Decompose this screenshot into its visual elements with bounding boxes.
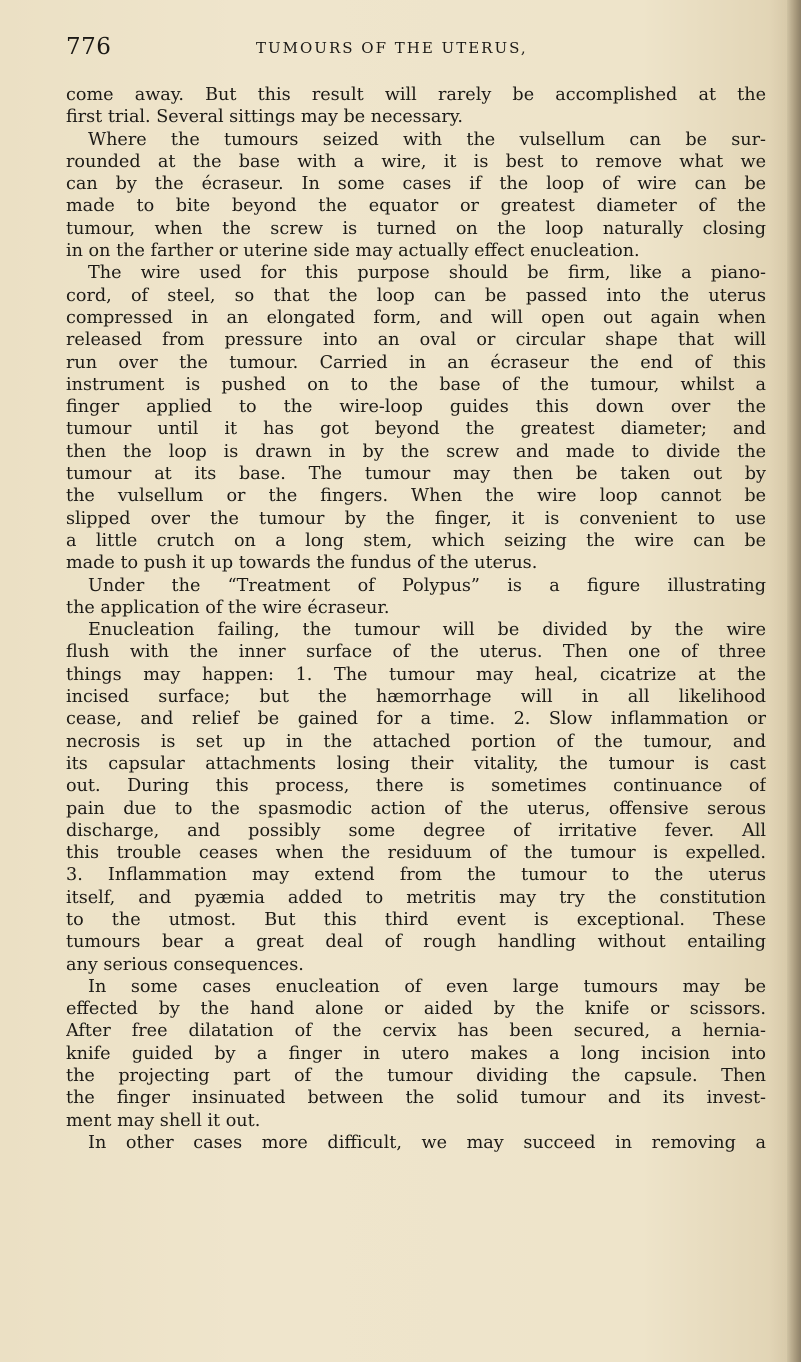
text-line: rounded at the base with a wire, it is best to remove what we xyxy=(66,151,766,172)
page-number: 776 xyxy=(66,34,112,60)
text-line: tumour, when the screw is turned on the loop naturally closing xyxy=(66,218,766,239)
text-line: Under the “Treatment of Polypus” is a figure illustrating xyxy=(88,575,766,596)
text-line: made to bite beyond the equator or greatest diameter of the xyxy=(66,196,766,217)
text-line: its capsular attachments losing their vitality, the tumour is cast xyxy=(66,753,766,774)
text-line: incised surface; but the hæmorrhage will in all likelihood xyxy=(66,687,766,708)
text-line: the finger insinuated between the solid tumour and its invest- xyxy=(66,1088,766,1109)
text-line: tumour at its base. The tumour may then be taken out by xyxy=(66,464,766,485)
text-line: knife guided by a finger in utero makes a long incision into xyxy=(66,1043,766,1064)
text-line: effected by the hand alone or aided by the knife or scissors. xyxy=(66,999,766,1020)
text-line: run over the tumour. Carried in an écraseur the end of this xyxy=(66,352,766,373)
text-line: compressed in an elongated form, and will open out again when xyxy=(66,307,766,328)
text-line: this trouble ceases when the residuum of the tumour is expelled. xyxy=(66,843,766,864)
text-line: finger applied to the wire-loop guides this down over the xyxy=(66,397,766,418)
text-line: out. During this process, there is sometimes continuance of xyxy=(66,776,766,797)
text-line: in on the farther or uterine side may actually effect enucleation. xyxy=(66,241,640,262)
text-line: released from pressure into an oval or circular shape that will xyxy=(66,330,766,351)
text-line: things may happen: 1. The tumour may heal, cicatrize at the xyxy=(66,664,766,685)
text-line: Enucleation failing, the tumour will be divided by the wire xyxy=(88,620,766,641)
text-line: slipped over the tumour by the finger, it is convenient to use xyxy=(66,508,766,529)
text-line: to the utmost. But this third event is exceptional. These xyxy=(66,909,766,930)
text-line: In some cases enucleation of even large tumours may be xyxy=(88,976,766,997)
text-line: tumours bear a great deal of rough handling without entailing xyxy=(66,932,766,953)
text-line: any serious consequences. xyxy=(66,954,304,975)
text-line: 3. Inflammation may extend from the tumour to the uterus xyxy=(66,865,766,886)
text-line: can by the écraseur. In some cases if the loop of wire can be xyxy=(66,174,766,195)
page-edge-shadow xyxy=(787,0,801,1362)
text-line: come away. But this result will rarely be accomplished at the xyxy=(66,85,766,105)
text-line: then the loop is drawn in by the screw and made to divide the xyxy=(66,441,766,462)
text-line: the application of the wire écraseur. xyxy=(66,597,390,618)
text-line: the vulsellum or the fingers. When the wire loop cannot be xyxy=(66,486,766,507)
text-line: cease, and relief be gained for a time. 2. Slow inflammation or xyxy=(66,709,766,730)
body-text xyxy=(66,84,766,1154)
text-line: itself, and pyæmia added to metritis may try the constitution xyxy=(66,887,766,908)
text-line: ment may shell it out. xyxy=(66,1110,261,1131)
text-line: instrument is pushed on to the base of the tumour, whilst a xyxy=(66,374,766,395)
page-header xyxy=(66,34,766,64)
text-line: first trial. Several sittings may be necessary. xyxy=(66,107,463,128)
text-line: made to push it up towards the fundus of the uterus. xyxy=(66,553,538,574)
text-line: flush with the inner surface of the uterus. Then one of three xyxy=(66,642,766,663)
text-line: After free dilatation of the cervix has been secured, a hernia- xyxy=(66,1021,766,1042)
text-line: In other cases more difficult, we may succeed in removing a xyxy=(88,1132,766,1153)
text-line: a little crutch on a long stem, which seizing the wire can be xyxy=(66,530,766,551)
running-head: TUMOURS OF THE UTERUS, xyxy=(256,39,528,57)
text-line: necrosis is set up in the attached portion of the tumour, and xyxy=(66,731,766,752)
text-line: pain due to the spasmodic action of the uterus, offensive serous xyxy=(66,798,766,819)
text-line: discharge, and possibly some degree of irritative fever. All xyxy=(66,820,766,841)
text-line: tumour until it has got beyond the greatest diameter; and xyxy=(66,419,766,440)
text-line: cord, of steel, so that the loop can be passed into the uterus xyxy=(66,285,766,306)
text-line: The wire used for this purpose should be firm, like a piano- xyxy=(88,263,766,284)
text-line: the projecting part of the tumour dividing the capsule. Then xyxy=(66,1066,766,1087)
text-line: Where the tumours seized with the vulsellum can be sur- xyxy=(88,129,766,150)
